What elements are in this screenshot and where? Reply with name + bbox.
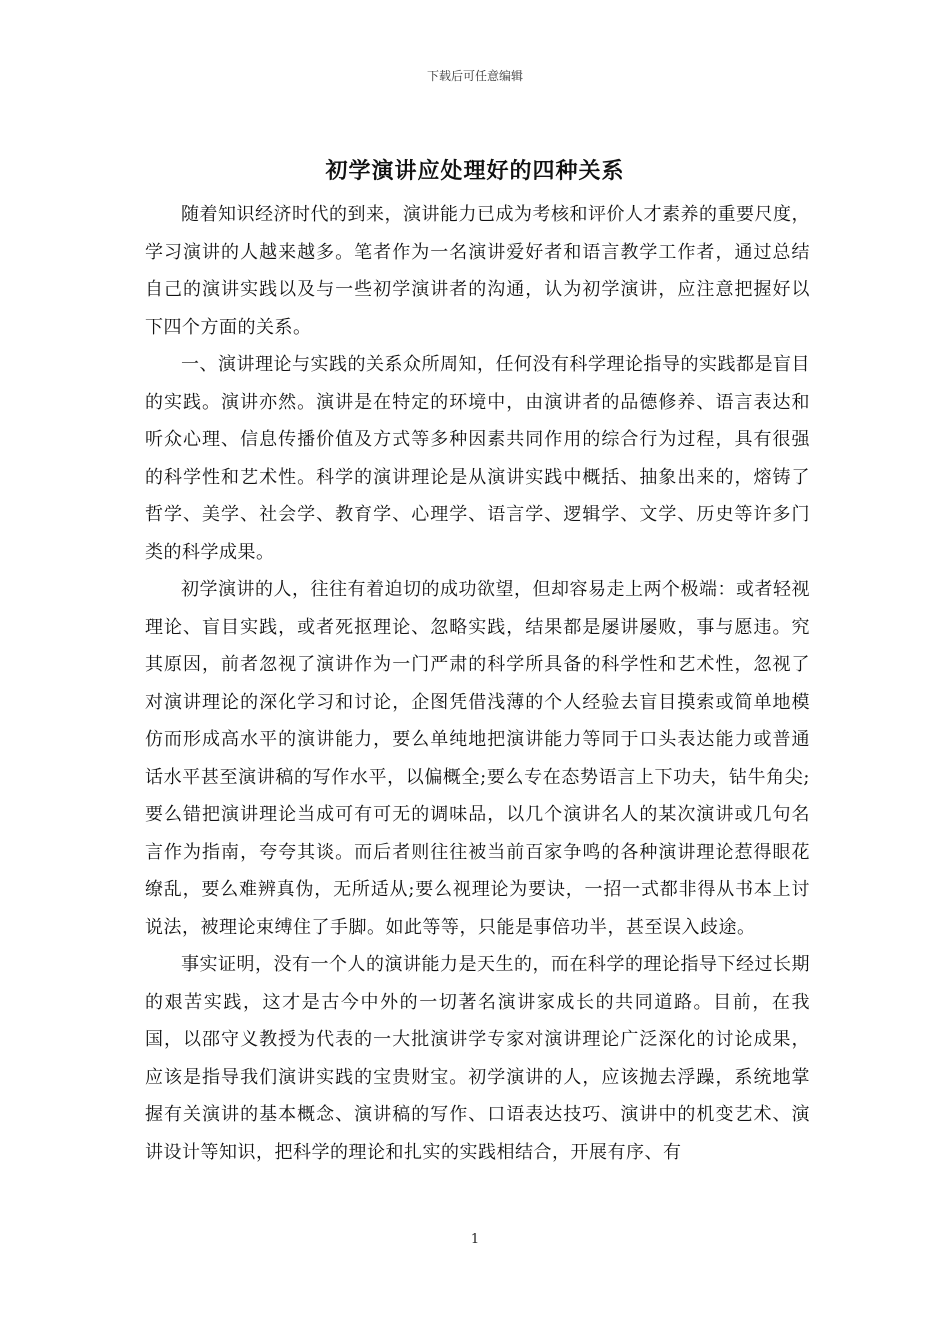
paragraph-intro: 随着知识经济时代的到来，演讲能力已成为考核和评价人才素养的重要尺度，学习演讲的人越来越多。笔者作为一名演讲爱好者和语言教学工作者，通过总结自己的演讲实践以及与一些初学演讲者的沟通，认为初学演讲，应注意把握好以下四个方面的关系。 bbox=[145, 204, 810, 338]
page-number: 1 bbox=[470, 1232, 480, 1247]
paragraph-facts-prove: 事实证明，没有一个人的演讲能力是天生的，而在科学的理论指导下经过长期的艰苦实践，这才是古今中外的一切著名演讲家成长的共同道路。目前，在我国，以邵守义教授为代表的一大批演讲学专家对演讲理论广泛深化的讨论成果，应该是指导我们演讲实践的宝贵财宝。初学演讲的人，应该抛去浮躁，系统地掌握有关演讲的基本概念、演讲稿的写作、口语表达技巧、演讲中的机变艺术、演讲设计等知识，把科学的理论和扎实的实践相结合，开展有序、有 bbox=[145, 954, 810, 1163]
paragraph-theory-practice: 一、演讲理论与实践的关系众所周知，任何没有科学理论指导的实践都是盲目的实践。演讲亦然。演讲是在特定的环境中，由演讲者的品德修养、语言表达和听众心理、信息传播价值及方式等多种因素共同作用的综合行为过程，具有很强的科学性和艺术性。科学的演讲理论是从演讲实践中概括、抽象出来的，熔铸了哲学、美学、社会学、教育学、心理学、语言学、逻辑学、文学、历史等许多门类的科学成果。 bbox=[145, 354, 810, 563]
document-body bbox=[145, 196, 810, 1171]
document-title: 初学演讲应处理好的四种关系 bbox=[325, 158, 625, 184]
header-note: 下载后可任意编辑 bbox=[426, 69, 523, 83]
paragraph-two-extremes: 初学演讲的人，往往有着迫切的成功欲望，但却容易走上两个极端：或者轻视理论、盲目实践，或者死抠理论、忽略实践，结果都是屡讲屡败，事与愿违。究其原因，前者忽视了演讲作为一门严肃的科学所具备的科学性和艺术性，忽视了对演讲理论的深化学习和讨论，企图凭借浅薄的个人经验去盲目摸索或简单地模仿而形成高水平的演讲能力，要么单纯地把演讲能力等同于口头表达能力或普通话水平甚至演讲稿的写作水平，以偏概全;要么专在态势语言上下功夫，钻牛角尖;要么错把演讲理论当成可有可无的调味品，以几个演讲名人的某次演讲或几句名言作为指南，夸夸其谈。而后者则往往被当前百家争鸣的各种演讲理论惹得眼花缭乱，要么难辨真伪，无所适从;要么视理论为要诀，一招一式都非得从书本上讨说法，被理论束缚住了手脚。如此等等，只能是事倍功半，甚至误入歧途。 bbox=[145, 579, 810, 938]
